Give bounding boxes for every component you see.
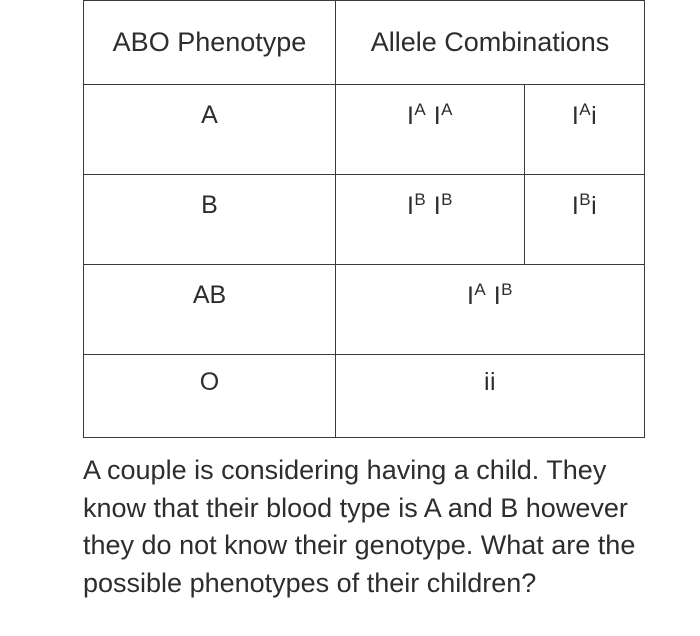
phenotype-cell bbox=[84, 85, 336, 175]
phenotype-cell bbox=[84, 175, 336, 265]
abo-allele-table bbox=[83, 0, 645, 438]
allele-ia-ia: $I^A$ $I^A$ bbox=[406, 100, 454, 130]
allele-cell-codominant bbox=[336, 265, 645, 355]
allele-ii: ii bbox=[483, 367, 497, 396]
table-row-ab bbox=[84, 265, 645, 355]
table-row-a bbox=[84, 85, 645, 175]
phenotype-cell bbox=[84, 355, 336, 438]
allele-cell-heterozygous bbox=[525, 175, 645, 265]
header-allele-combinations: Allele Combinations bbox=[336, 1, 645, 85]
allele-ib-ib: $I^B$ $I^B$ bbox=[406, 190, 454, 220]
phenotype-o: O bbox=[199, 367, 220, 396]
allele-cell-heterozygous bbox=[525, 85, 645, 175]
allele-ia-ib: $I^A$ $I^B$ bbox=[466, 280, 514, 310]
phenotype-ab: AB bbox=[192, 281, 227, 309]
header-abo-phenotype: ABO Phenotype bbox=[84, 1, 336, 85]
table-row-b bbox=[84, 175, 645, 265]
phenotype-b: B bbox=[201, 191, 218, 219]
allele-cell-recessive bbox=[336, 355, 645, 438]
allele-ib-i: $I^Bi$ bbox=[571, 190, 598, 220]
phenotype-a: A bbox=[201, 101, 218, 129]
allele-ia-i: $I^Ai$ bbox=[571, 100, 598, 130]
question-text: A couple is considering having a child. They know that their blood type is A and B however they do not know their genotype. What are the possible phenotypes of their children? bbox=[83, 455, 636, 598]
table-header-row bbox=[84, 1, 645, 85]
table-row-o bbox=[84, 355, 645, 438]
allele-cell-homozygous bbox=[336, 85, 525, 175]
allele-cell-homozygous bbox=[336, 175, 525, 265]
phenotype-cell bbox=[84, 265, 336, 355]
